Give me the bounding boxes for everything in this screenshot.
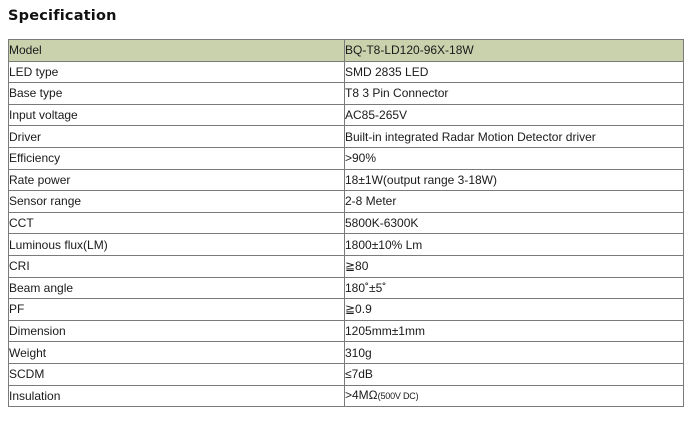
table-row-input-voltage bbox=[9, 104, 684, 126]
spec-value: 180˚±5˚ bbox=[345, 277, 684, 299]
spec-value: BQ-T8-LD120-96X-18W bbox=[345, 40, 684, 62]
spec-value: >90% bbox=[345, 147, 684, 169]
spec-key: Model bbox=[9, 40, 345, 62]
spec-key: Beam angle bbox=[9, 277, 345, 299]
spec-key: CRI bbox=[9, 255, 345, 277]
spec-value: ≤7dB bbox=[345, 363, 684, 385]
page-title: Specification bbox=[8, 8, 117, 24]
spec-key: Luminous flux(LM) bbox=[9, 234, 345, 256]
table-row-led-type bbox=[9, 61, 684, 83]
spec-key: Efficiency bbox=[9, 147, 345, 169]
table-row-cri bbox=[9, 255, 684, 277]
spec-key: Driver bbox=[9, 126, 345, 148]
table-row-beam-angle bbox=[9, 277, 684, 299]
table-row-rate-power bbox=[9, 169, 684, 191]
table-row-model bbox=[9, 40, 684, 62]
table-row-driver bbox=[9, 126, 684, 148]
table-row-efficiency bbox=[9, 147, 684, 169]
table-row-scdm bbox=[9, 363, 684, 385]
spec-key: Weight bbox=[9, 342, 345, 364]
spec-value bbox=[345, 385, 684, 407]
spec-value: ≧80 bbox=[345, 255, 684, 277]
spec-value: 2-8 Meter bbox=[345, 191, 684, 213]
spec-value-suffix: (500V DC) bbox=[377, 391, 419, 402]
spec-key: Insulation bbox=[9, 385, 345, 407]
spec-key: LED type bbox=[9, 61, 345, 83]
table-row-dimension bbox=[9, 320, 684, 342]
table-row-sensor-range bbox=[9, 191, 684, 213]
spec-value: 1205mm±1mm bbox=[345, 320, 684, 342]
spec-key: SCDM bbox=[9, 363, 345, 385]
spec-value: 5800K-6300K bbox=[345, 212, 684, 234]
table-row-weight bbox=[9, 342, 684, 364]
spec-value: ≧0.9 bbox=[345, 299, 684, 321]
table-row-pf bbox=[9, 299, 684, 321]
spec-key: CCT bbox=[9, 212, 345, 234]
spec-value: Built-in integrated Radar Motion Detector driver bbox=[345, 126, 684, 148]
spec-key: Dimension bbox=[9, 320, 345, 342]
table-row-base-type bbox=[9, 83, 684, 105]
table-row-insulation bbox=[9, 385, 684, 407]
spec-value: T8 3 Pin Connector bbox=[345, 83, 684, 105]
spec-key: Sensor range bbox=[9, 191, 345, 213]
spec-value: 18±1W(output range 3-18W) bbox=[345, 169, 684, 191]
spec-key: Input voltage bbox=[9, 104, 345, 126]
spec-value: 310g bbox=[345, 342, 684, 364]
table-row-cct bbox=[9, 212, 684, 234]
spec-value: 1800±10% Lm bbox=[345, 234, 684, 256]
specification-table bbox=[8, 39, 684, 407]
table-row-luminous-flux bbox=[9, 234, 684, 256]
spec-key: Base type bbox=[9, 83, 345, 105]
spec-value-main: >4MΩ bbox=[345, 388, 378, 403]
spec-value: SMD 2835 LED bbox=[345, 61, 684, 83]
spec-value: AC85-265V bbox=[345, 104, 684, 126]
spec-key: PF bbox=[9, 299, 345, 321]
spec-key: Rate power bbox=[9, 169, 345, 191]
